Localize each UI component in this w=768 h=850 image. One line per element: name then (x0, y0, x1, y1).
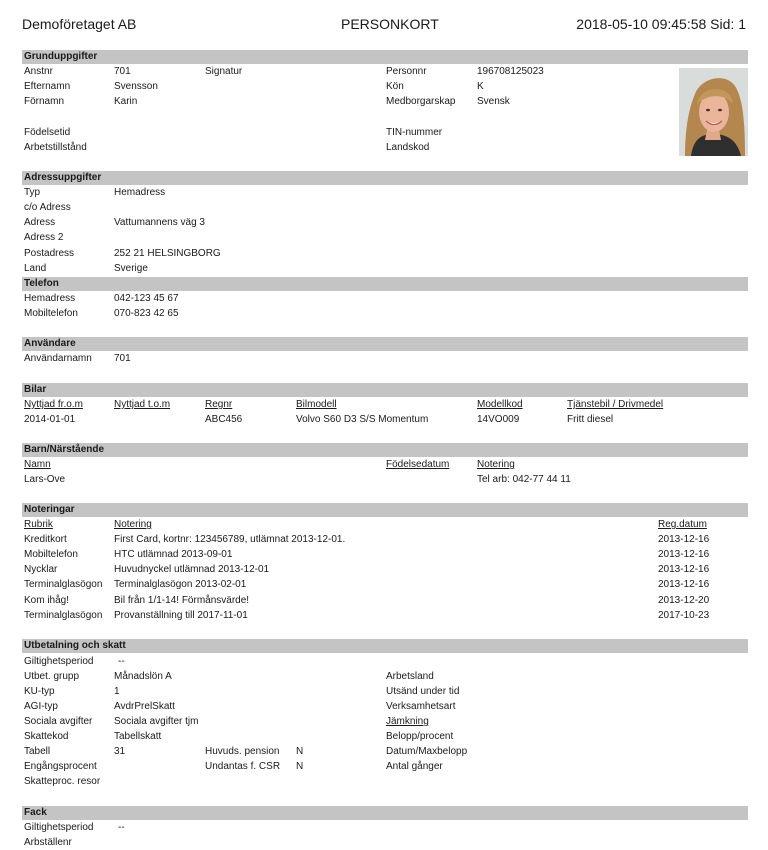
table-cell: Terminalglasögon (24, 579, 103, 590)
column-header: Reg.datum (658, 519, 707, 530)
field-label: Kön (386, 81, 404, 92)
field-label: TIN-nummer (386, 127, 443, 138)
field-label: Undantas f. CSR (205, 761, 281, 772)
section-title: Noteringar (24, 504, 75, 515)
section-noteringar (22, 503, 748, 517)
field-label: Verksamhetsart (386, 701, 456, 712)
portrait-image (679, 68, 748, 156)
table-cell: Bil från 1/1-14! Förmånsvärde! (114, 595, 250, 606)
table-cell: Lars-Ove (24, 474, 66, 485)
section-title: Bilar (24, 384, 47, 395)
field-value-fack-giltighet: -- (118, 822, 125, 833)
field-label: Arbetstillstånd (24, 142, 87, 153)
field-label: Anstnr (24, 66, 53, 77)
table-cell: 14VO009 (477, 414, 520, 425)
field-value-grupp: Månadslön A (114, 671, 172, 682)
table-cell: Fritt diesel (567, 414, 614, 425)
section-title: Telefon (24, 278, 59, 289)
field-value-mobiltelefon: 070-823 42 65 (114, 308, 179, 319)
field-value-anstnr: 701 (114, 66, 131, 77)
field-value-huvuds: N (296, 746, 304, 757)
field-value-personnr: 196708125023 (477, 66, 544, 77)
page-title: PERSONKORT (341, 16, 439, 32)
field-label: Tabell (24, 746, 51, 757)
field-value-land: Sverige (114, 263, 148, 274)
field-label: Utbet. grupp (24, 671, 80, 682)
field-label: Belopp/procent (386, 731, 454, 742)
section-adressuppgifter (22, 171, 748, 185)
table-cell: Provanställning till 2017-11-01 (114, 610, 248, 621)
field-label: c/o Adress (24, 202, 71, 213)
field-value-agityp: AvdrPrelSkatt (114, 701, 175, 712)
field-label: Postadress (24, 248, 75, 259)
column-header: Rubrik (24, 519, 53, 530)
table-cell: Mobiltelefon (24, 549, 78, 560)
field-label: Antal gånger (386, 761, 443, 772)
field-label: Utsänd under tid (386, 686, 460, 697)
column-header: Födelsedatum (386, 459, 450, 470)
field-label: Födelsetid (24, 127, 71, 138)
table-cell: Kreditkort (24, 534, 67, 545)
column-header: Nyttjad t.o.m (114, 399, 171, 410)
section-fack (22, 806, 748, 820)
table-cell: Terminalglasögon (24, 610, 103, 621)
field-label: Adress 2 (24, 232, 64, 243)
field-value-efternamn: Svensson (114, 81, 158, 92)
section-bilar (22, 383, 748, 397)
table-cell: First Card, kortnr: 123456789, utlämnat 2013-12-01. (114, 534, 346, 545)
section-title: Fack (24, 807, 47, 818)
field-label: Arbetsland (386, 671, 434, 682)
field-label: KU-typ (24, 686, 55, 697)
subheading-jamkning: Jämkning (386, 716, 429, 727)
field-label: AGI-typ (24, 701, 58, 712)
section-title: Barn/Närstående (24, 444, 105, 455)
field-label: Arbställenr (24, 837, 72, 848)
section-title: Adressuppgifter (24, 172, 102, 183)
field-label: Användarnamn (24, 353, 92, 364)
field-value-hemtelefon: 042-123 45 67 (114, 293, 179, 304)
field-label: Efternamn (24, 81, 71, 92)
field-label: Giltighetsperiod (24, 822, 94, 833)
table-cell: ABC456 (205, 414, 243, 425)
table-cell: 2013-12-16 (658, 549, 710, 560)
field-label: Landskod (386, 142, 430, 153)
field-value-tabell: 31 (114, 746, 126, 757)
table-cell: Terminalglasögon 2013-02-01 (114, 579, 247, 590)
table-cell: Huvudnyckel utlämnad 2013-12-01 (114, 564, 270, 575)
table-cell: Nycklar (24, 564, 58, 575)
column-header: Namn (24, 459, 51, 470)
field-label: Adress (24, 217, 56, 228)
column-header: Modellkod (477, 399, 523, 410)
field-label: Land (24, 263, 47, 274)
field-label: Förnamn (24, 96, 65, 107)
section-title: Användare (24, 338, 76, 349)
table-cell: 2013-12-16 (658, 564, 710, 575)
datetime-page: 2018-05-10 09:45:58 Sid: 1 (576, 16, 746, 32)
field-value-skattekod: Tabellskatt (114, 731, 162, 742)
field-label: Signatur (205, 66, 243, 77)
field-label: Medborgarskap (386, 96, 456, 107)
field-value-giltighet: -- (118, 656, 125, 667)
section-title: Grunduppgifter (24, 51, 98, 62)
field-label: Typ (24, 187, 41, 198)
table-cell: Kom ihåg! (24, 595, 70, 606)
column-header: Bilmodell (296, 399, 337, 410)
column-header: Nyttjad fr.o.m (24, 399, 83, 410)
field-value-sociala: Sociala avgifter tjm (114, 716, 199, 727)
section-utbetalning (22, 639, 748, 653)
field-label: Huvuds. pension (205, 746, 280, 757)
table-cell: HTC utlämnad 2013-09-01 (114, 549, 233, 560)
field-label: Sociala avgifter (24, 716, 93, 727)
field-value-kutyp: 1 (114, 686, 120, 697)
field-value-undantas: N (296, 761, 304, 772)
table-cell: 2013-12-16 (658, 579, 710, 590)
table-cell: Tel arb: 042-77 44 11 (477, 474, 571, 485)
employee-photo (679, 68, 748, 156)
field-value-adress: Vattumannens väg 3 (114, 217, 205, 228)
table-cell: 2017-10-23 (658, 610, 710, 621)
field-value-kon: K (477, 81, 484, 92)
field-label: Personnr (386, 66, 427, 77)
section-barn (22, 443, 748, 457)
column-header: Notering (477, 459, 515, 470)
field-value-fornamn: Karin (114, 96, 138, 107)
section-anvandare (22, 337, 748, 351)
field-value-postadress: 252 21 HELSINGBORG (114, 248, 221, 259)
field-label: Datum/Maxbelopp (386, 746, 468, 757)
field-label: Engångsprocent (24, 761, 97, 772)
field-label: Skatteproc. resor (24, 776, 101, 787)
field-label: Skattekod (24, 731, 69, 742)
table-cell: 2013-12-16 (658, 534, 710, 545)
table-cell: 2013-12-20 (658, 595, 710, 606)
field-value-anvandarnamn: 701 (114, 353, 131, 364)
company-name: Demoföretaget AB (22, 16, 137, 32)
section-title: Utbetalning och skatt (24, 640, 126, 651)
field-label: Giltighetsperiod (24, 656, 94, 667)
field-value-typ: Hemadress (114, 187, 166, 198)
column-header: Regnr (205, 399, 233, 410)
section-telefon (22, 277, 748, 291)
table-cell: Volvo S60 D3 S/S Momentum (296, 414, 429, 425)
section-grunduppgifter (22, 50, 748, 64)
column-header: Tjänstebil / Drivmedel (567, 399, 664, 410)
field-value-medborgarskap: Svensk (477, 96, 510, 107)
column-header: Notering (114, 519, 152, 530)
field-label: Mobiltelefon (24, 308, 78, 319)
field-label: Hemadress (24, 293, 76, 304)
table-cell: 2014-01-01 (24, 414, 76, 425)
